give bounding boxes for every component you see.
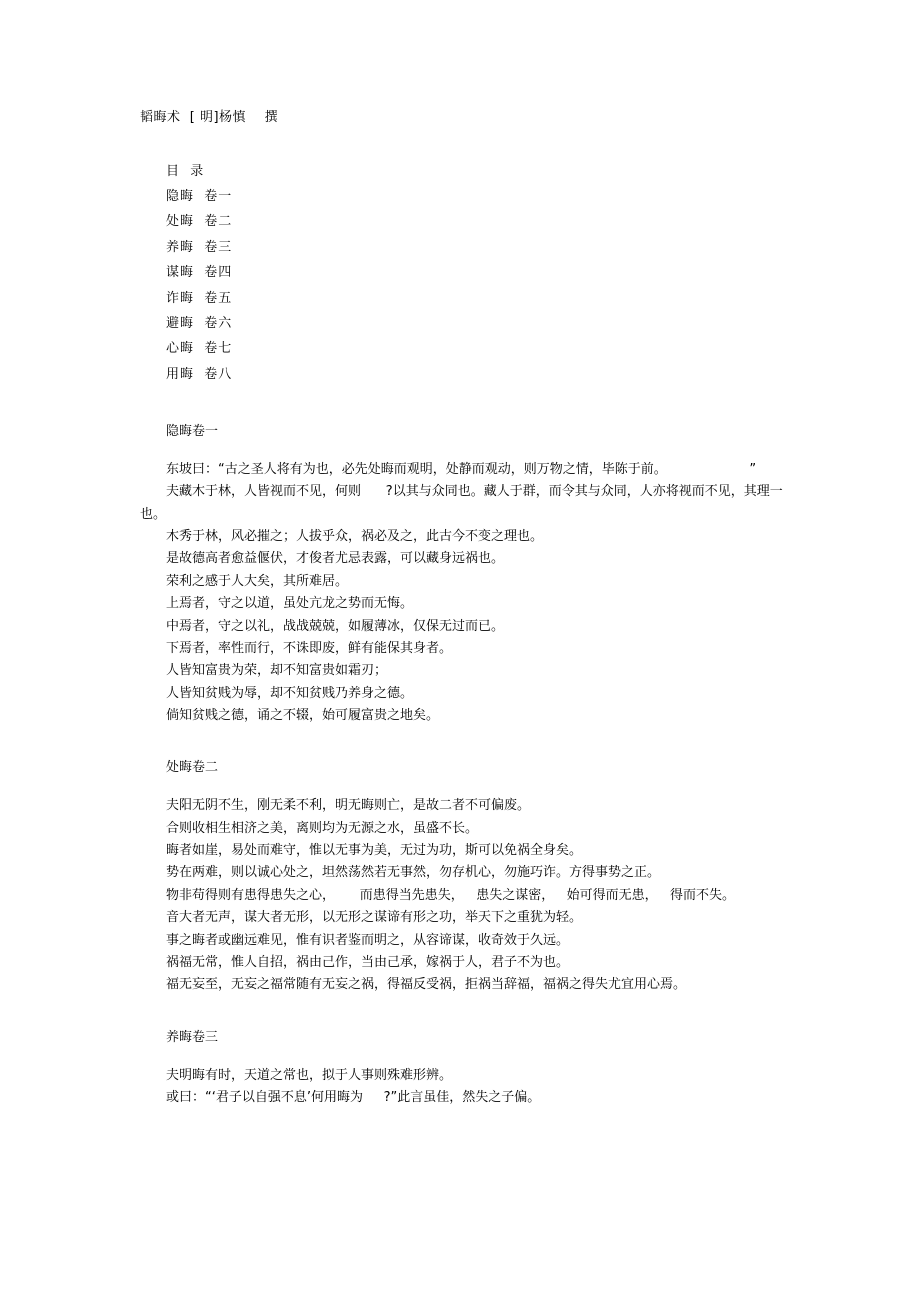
paragraph: 音大者无声，谋大者无形，以无形之谋谛有形之功，举天下之重犹为轻。	[166, 910, 583, 926]
section-heading: 养晦卷三	[166, 1029, 219, 1045]
section-chapter-two	[140, 757, 800, 996]
paragraph: 晦者如崖，易处而难守，惟以无事为美，无过为功，斯可以免祸全身矣。	[166, 843, 583, 859]
paragraph: 夫藏木于林，人皆视而不见，何则 ?以其与众同也。藏人于群，而令其与众同，人亦将视而不见，其理一也。	[140, 484, 783, 522]
paragraph: 势在两难，则以诚心处之，坦然荡然若无事然，勿存机心，勿施巧诈。方得事势之正。	[166, 865, 661, 881]
toc-item: 谋晦 卷四	[166, 265, 233, 281]
paragraph: 福无妄至，无妄之福常随有无妄之祸，得福反受祸，拒祸当辞福，福祸之得失尤宜用心焉。	[166, 977, 687, 993]
toc-item: 隐晦 卷一	[166, 189, 233, 205]
toc-heading: 目 录	[166, 163, 205, 179]
paragraph: 木秀于林，风必摧之；人拔乎众，祸必及之，此古今不变之理也。	[166, 529, 544, 545]
section-heading: 处晦卷二	[166, 760, 219, 776]
document-title: 韬晦术 [ 明]杨慎 撰	[140, 110, 279, 125]
paragraph: 夫明晦有时，天道之常也，拟于人事则殊难形辨。	[166, 1067, 453, 1083]
table-of-contents	[166, 159, 800, 387]
paragraph: 事之晦者或幽远难见，惟有识者鉴而明之，从容谛谋，收奇效于久远。	[166, 932, 570, 948]
paragraph: 倘知贫贱之德，诵之不辍，始可履富贵之地矣。	[166, 707, 440, 723]
paragraph: 祸福无常，惟人自招，祸由己作，当由己承，嫁祸于人，君子不为也。	[166, 954, 570, 970]
paragraph: 中焉者，守之以礼，战战兢兢，如履薄冰，仅保无过而已。	[166, 618, 505, 634]
paragraph: 人皆知贫贱为辱，却不知贫贱乃养身之德。	[166, 685, 414, 701]
paragraph: 夫阳无阴不生，刚无柔不利，明无晦则亡，是故二者不可偏废。	[166, 798, 531, 814]
toc-item: 心晦 卷七	[166, 341, 233, 357]
paragraph: 下焉者，率性而行，不诛即废，鲜有能保其身者。	[166, 640, 453, 656]
paragraph: 东坡曰：“古之圣人将有为也，必先处晦而观明，处静而观动，则万物之情，毕陈于前。 ”	[166, 461, 757, 477]
paragraph: 荣利之感于人大矣，其所难居。	[166, 573, 349, 589]
toc-item: 用晦 卷八	[166, 366, 233, 382]
toc-item: 养晦 卷三	[166, 239, 233, 255]
paragraph: 合则收相生相济之美，离则均为无源之水，虽盛不长。	[166, 820, 479, 836]
toc-item: 处晦 卷二	[166, 214, 233, 230]
section-heading: 隐晦卷一	[166, 423, 219, 439]
toc-item: 避晦 卷六	[166, 315, 233, 331]
toc-item: 诈晦 卷五	[166, 290, 233, 306]
paragraph: 人皆知富贵为荣，却不知富贵如霜刃；	[166, 663, 388, 679]
paragraph: 或曰：“‘君子以自强不息’何用晦为 ?”此言虽佳，然失之子偏。	[166, 1090, 541, 1106]
paragraph: 是故德高者愈益偃伏，才俊者尤忌表露，可以藏身远祸也。	[166, 551, 505, 567]
section-chapter-one	[140, 421, 800, 727]
paragraph: 上焉者，守之以道，虽处亢龙之势而无悔。	[166, 596, 414, 612]
paragraph: 物非苟得则有患得患失之心， 而患得当先患失， 患失之谋密， 始可得而无患， 得而不失。	[166, 887, 735, 903]
section-chapter-three	[140, 1027, 800, 1110]
